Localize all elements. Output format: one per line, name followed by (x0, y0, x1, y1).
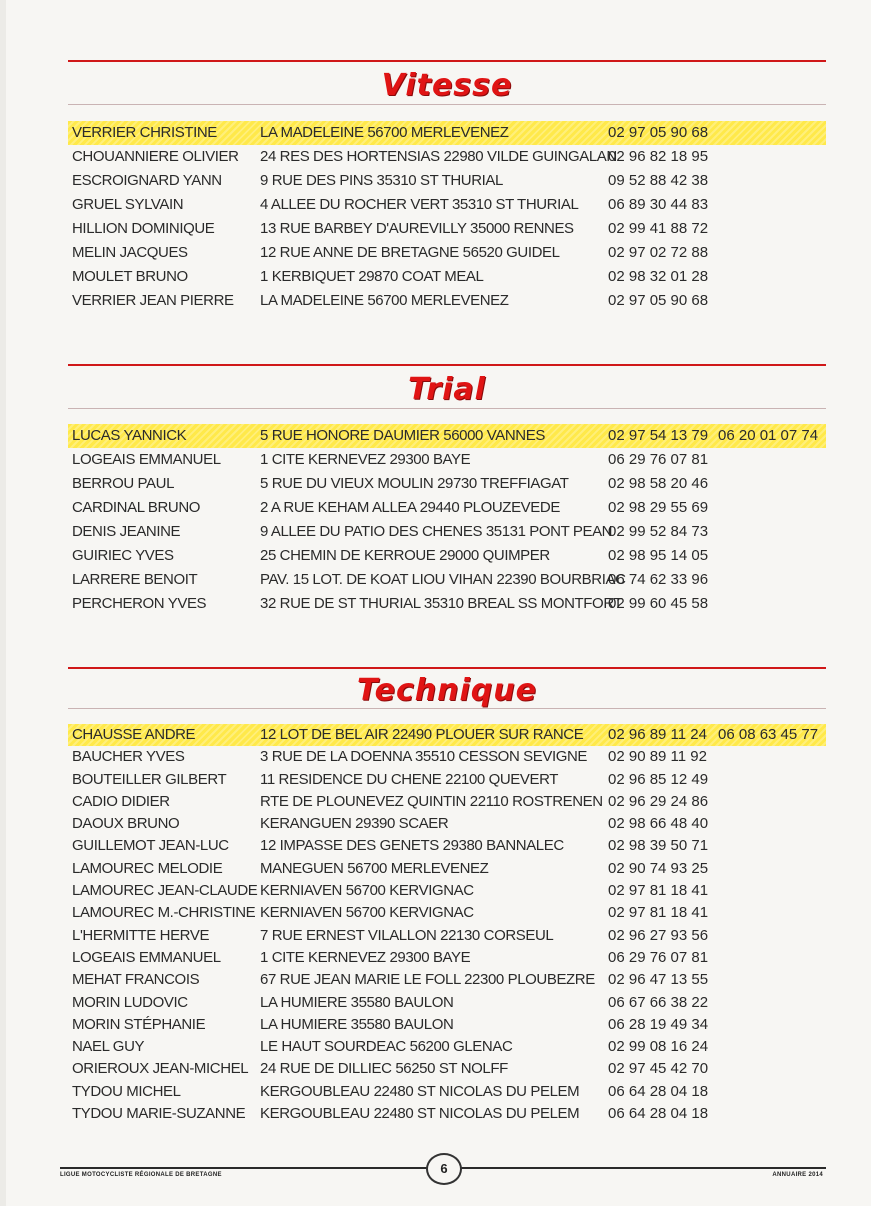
contact-phone: 02 99 41 88 72 (608, 220, 709, 237)
contact-row (68, 520, 826, 544)
contact-address: KERNIAVEN 56700 KERVIGNAC (260, 904, 474, 922)
contact-name: LAMOUREC M.-CHRISTINE (72, 904, 256, 922)
contact-address: 5 RUE HONORE DAUMIER 56000 VANNES (260, 427, 545, 444)
contact-phone: 02 97 02 72 88 (608, 244, 709, 261)
contact-phone: 02 97 54 13 79 (608, 427, 709, 444)
contact-address: 11 RESIDENCE DU CHENE 22100 QUEVERT (260, 770, 559, 788)
contact-row-highlighted (68, 424, 826, 448)
contact-row (68, 448, 826, 472)
contact-phone: 02 97 05 90 68 (608, 124, 709, 141)
contact-phone: 02 98 58 20 46 (608, 475, 709, 492)
contact-row (68, 1058, 826, 1080)
contact-name: GUIRIEC YVES (72, 547, 174, 564)
contact-row (68, 992, 826, 1014)
contact-address: LA HUMIERE 35580 BAULON (260, 1015, 454, 1033)
contact-name: LAMOUREC MELODIE (72, 859, 223, 877)
contact-phone: 02 97 81 18 41 (608, 904, 709, 922)
contact-row (68, 1103, 826, 1125)
contact-phone: 06 67 66 38 22 (608, 993, 709, 1011)
section-title: Vitesse (381, 68, 513, 103)
contact-address: 3 RUE DE LA DOENNA 35510 CESSON SEVIGNE (260, 748, 588, 766)
section-rows (68, 724, 826, 1125)
section-title: Technique (357, 673, 537, 708)
contact-phone: 02 90 89 11 92 (608, 748, 707, 766)
footer-organization: LIGUE MOTOCYCLISTE RÉGIONALE DE BRETAGNE (60, 1172, 222, 1178)
contact-address: 7 RUE ERNEST VILALLON 22130 CORSEUL (260, 926, 554, 944)
contact-phone: 02 96 82 18 95 (608, 148, 709, 165)
contact-name: CARDINAL BRUNO (72, 499, 201, 516)
contact-phone: 02 98 32 01 28 (608, 268, 709, 285)
section-rows (68, 424, 826, 616)
contact-address: LA MADELEINE 56700 MERLEVENEZ (260, 292, 509, 309)
contact-address: 9 ALLEE DU PATIO DES CHENES 35131 PONT PEAN (260, 523, 613, 540)
contact-address: 1 CITE KERNEVEZ 29300 BAYE (260, 948, 471, 966)
contact-address: 12 LOT DE BEL AIR 22490 PLOUER SUR RANCE (260, 726, 584, 743)
contact-address: 24 RES DES HORTENSIAS 22980 VILDE GUINGALAN (260, 148, 617, 165)
contact-address: 67 RUE JEAN MARIE LE FOLL 22300 PLOUBEZRE (260, 971, 595, 989)
contact-row (68, 193, 826, 217)
contact-address: LA MADELEINE 56700 MERLEVENEZ (260, 124, 509, 141)
page-number: 6 (426, 1153, 462, 1185)
contact-row (68, 544, 826, 568)
contact-row (68, 1036, 826, 1058)
contact-phone: 02 97 81 18 41 (608, 882, 709, 900)
contact-address: 25 CHEMIN DE KERROUE 29000 QUIMPER (260, 547, 550, 564)
contact-address: 4 ALLEE DU ROCHER VERT 35310 ST THURIAL (260, 196, 579, 213)
contact-name: CADIO DIDIER (72, 792, 170, 810)
contact-phone-secondary: 06 20 01 07 74 (718, 427, 819, 444)
contact-address: 9 RUE DES PINS 35310 ST THURIAL (260, 172, 503, 189)
contact-phone: 06 64 28 04 18 (608, 1105, 709, 1123)
contact-row (68, 969, 826, 991)
contact-row (68, 947, 826, 969)
contact-name: LUCAS YANNICK (72, 427, 187, 444)
footer-directory-year: ANNUAIRE 2014 (772, 1172, 823, 1178)
contact-row (68, 241, 826, 265)
contact-row (68, 902, 826, 924)
contact-phone: 06 29 76 07 81 (608, 451, 709, 468)
contact-phone: 02 97 45 42 70 (608, 1060, 709, 1078)
section-bottom-rule (68, 708, 826, 709)
contact-address: PAV. 15 LOT. DE KOAT LIOU VIHAN 22390 BOURBRIAC (260, 571, 626, 588)
contact-row (68, 746, 826, 768)
contact-name: TYDOU MARIE-SUZANNE (72, 1105, 246, 1123)
contact-address: 2 A RUE KEHAM ALLEA 29440 PLOUZEVEDE (260, 499, 560, 516)
contact-name: ORIEROUX JEAN-MICHEL (72, 1060, 249, 1078)
contact-address: 5 RUE DU VIEUX MOULIN 29730 TREFFIAGAT (260, 475, 569, 492)
contact-phone: 06 74 62 33 96 (608, 571, 709, 588)
contact-phone-secondary: 06 08 63 45 77 (718, 726, 819, 743)
section-bottom-rule (68, 408, 826, 409)
contact-name: L'HERMITTE HERVE (72, 926, 210, 944)
contact-address: LE HAUT SOURDEAC 56200 GLENAC (260, 1038, 513, 1056)
contact-row (68, 496, 826, 520)
contact-name: MEHAT FRANCOIS (72, 971, 200, 989)
contact-address: 24 RUE DE DILLIEC 56250 ST NOLFF (260, 1060, 508, 1078)
contact-phone: 02 97 05 90 68 (608, 292, 709, 309)
contact-row-highlighted (68, 724, 826, 746)
contact-row (68, 1014, 826, 1036)
contact-name: ESCROIGNARD YANN (72, 172, 222, 189)
contact-name: PERCHERON YVES (72, 595, 207, 612)
contact-name: DAOUX BRUNO (72, 815, 180, 833)
contact-row (68, 791, 826, 813)
contact-phone: 02 99 52 84 73 (608, 523, 709, 540)
contact-name: MELIN JACQUES (72, 244, 188, 261)
contact-row (68, 1081, 826, 1103)
contact-row (68, 217, 826, 241)
contact-row (68, 769, 826, 791)
contact-phone: 02 96 47 13 55 (608, 971, 709, 989)
contact-row-highlighted (68, 121, 826, 145)
contact-address: LA HUMIERE 35580 BAULON (260, 993, 454, 1011)
section-top-rule (68, 364, 826, 366)
contact-phone: 02 90 74 93 25 (608, 859, 709, 877)
contact-row (68, 858, 826, 880)
contact-address: 1 CITE KERNEVEZ 29300 BAYE (260, 451, 471, 468)
contact-name: GRUEL SYLVAIN (72, 196, 184, 213)
contact-phone: 02 96 85 12 49 (608, 770, 709, 788)
contact-address: 32 RUE DE ST THURIAL 35310 BREAL SS MONTFORT (260, 595, 623, 612)
contact-name: CHOUANNIERE OLIVIER (72, 148, 239, 165)
contact-phone: 02 99 08 16 24 (608, 1038, 709, 1056)
contact-address: KERGOUBLEAU 22480 ST NICOLAS DU PELEM (260, 1082, 580, 1100)
contact-address: 12 RUE ANNE DE BRETAGNE 56520 GUIDEL (260, 244, 560, 261)
contact-phone: 06 64 28 04 18 (608, 1082, 709, 1100)
contact-phone: 06 29 76 07 81 (608, 948, 709, 966)
contact-name: VERRIER CHRISTINE (72, 124, 217, 141)
contact-address: KERGOUBLEAU 22480 ST NICOLAS DU PELEM (260, 1105, 580, 1123)
contact-address: RTE DE PLOUNEVEZ QUINTIN 22110 ROSTRENEN (260, 792, 603, 810)
contact-name: DENIS JEANINE (72, 523, 181, 540)
section-bottom-rule (68, 104, 826, 105)
contact-name: MORIN STÉPHANIE (72, 1015, 206, 1033)
contact-name: NAEL GUY (72, 1038, 145, 1056)
contact-phone: 06 89 30 44 83 (608, 196, 709, 213)
contact-row (68, 880, 826, 902)
contact-phone: 02 96 29 24 86 (608, 792, 709, 810)
contact-phone: 02 98 95 14 05 (608, 547, 709, 564)
contact-address: KERANGUEN 29390 SCAER (260, 815, 449, 833)
contact-name: VERRIER JEAN PIERRE (72, 292, 234, 309)
contact-address: MANEGUEN 56700 MERLEVENEZ (260, 859, 489, 877)
contact-row (68, 145, 826, 169)
contact-name: GUILLEMOT JEAN-LUC (72, 837, 229, 855)
contact-name: LOGEAIS EMMANUEL (72, 948, 221, 966)
contact-row (68, 169, 826, 193)
contact-phone: 06 28 19 49 34 (608, 1015, 709, 1033)
contact-address: 1 KERBIQUET 29870 COAT MEAL (260, 268, 484, 285)
contact-name: HILLION DOMINIQUE (72, 220, 215, 237)
section-top-rule (68, 667, 826, 669)
contact-row (68, 592, 826, 616)
contact-name: MORIN LUDOVIC (72, 993, 188, 1011)
contact-address: 13 RUE BARBEY D'AUREVILLY 35000 RENNES (260, 220, 574, 237)
contact-row (68, 265, 826, 289)
contact-row (68, 835, 826, 857)
contact-phone: 02 96 27 93 56 (608, 926, 709, 944)
page-edge (0, 0, 6, 1206)
contact-row (68, 289, 826, 313)
contact-row (68, 472, 826, 496)
contact-name: LARRERE BENOIT (72, 571, 198, 588)
section-rows (68, 121, 826, 313)
contact-phone: 09 52 88 42 38 (608, 172, 709, 189)
contact-name: MOULET BRUNO (72, 268, 188, 285)
contact-name: BAUCHER YVES (72, 748, 185, 766)
contact-phone: 02 99 60 45 58 (608, 595, 709, 612)
contact-phone: 02 98 39 50 71 (608, 837, 709, 855)
contact-name: LOGEAIS EMMANUEL (72, 451, 221, 468)
contact-name: CHAUSSE ANDRE (72, 726, 196, 743)
contact-row (68, 925, 826, 947)
contact-row (68, 568, 826, 592)
contact-name: TYDOU MICHEL (72, 1082, 181, 1100)
contact-phone: 02 96 89 11 24 (608, 726, 707, 743)
contact-name: LAMOUREC JEAN-CLAUDE (72, 882, 258, 900)
section-top-rule (68, 60, 826, 62)
contact-phone: 02 98 66 48 40 (608, 815, 709, 833)
section-title: Trial (408, 372, 486, 407)
contact-address: 12 IMPASSE DES GENETS 29380 BANNALEC (260, 837, 564, 855)
contact-phone: 02 98 29 55 69 (608, 499, 709, 516)
contact-address: KERNIAVEN 56700 KERVIGNAC (260, 882, 474, 900)
contact-name: BOUTEILLER GILBERT (72, 770, 227, 788)
contact-row (68, 813, 826, 835)
contact-name: BERROU PAUL (72, 475, 175, 492)
